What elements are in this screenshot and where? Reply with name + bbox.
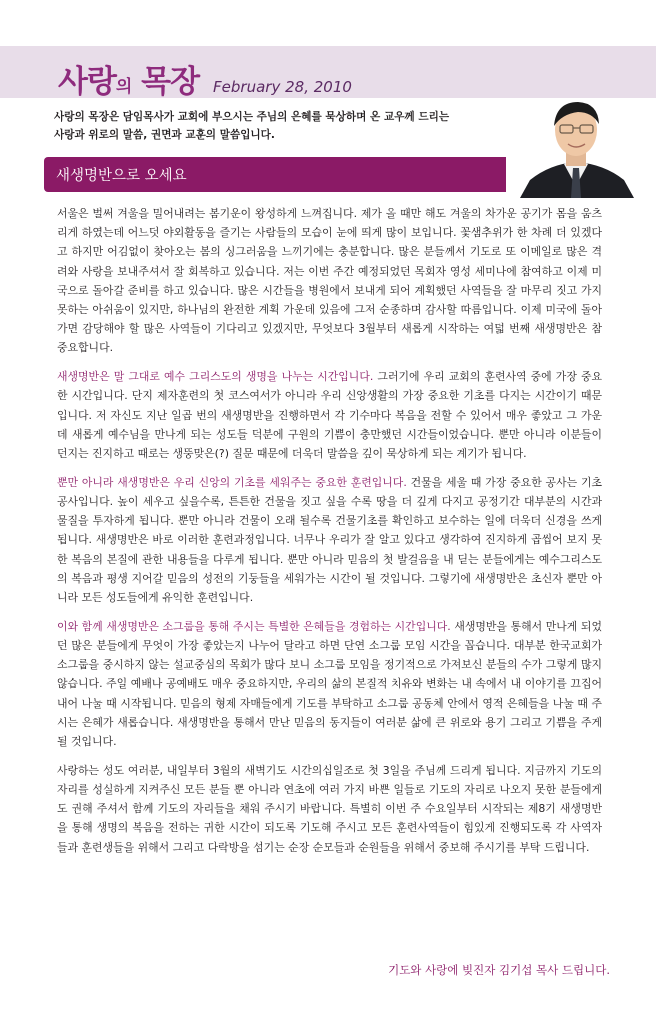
- paragraph-highlight: 새생명반은 말 그대로 예수 그리스도의 생명을 나누는 시간입니다.: [57, 370, 374, 384]
- paragraph-5: 사랑하는 성도 여러분, 내일부터 3월의 새벽기도 시간의십일조로 첫 3일을 주님께 드리게 됩니다. 지금까지 기도의 자리를 성실하게 지켜주신 모든 분들 뿐 아니라 연초에 여러 가지 바쁜 일들로 기도의 자리로 나오지 못한 분들에게도 권해 주셔서 함께 기도의 자리들을 채워 주시기 바랍니다. 특별히 이번 주 수요일부터 시작되는 제8기 새생명반을 통해 생명의 복음을 전하는 귀한 시간이 되도록 기도해 주시고 모든 훈련사역들이 힘있게 진행되도록 각 사역자들과 훈련생들을 위해서 그리고 다락방을 섬기는 순장 순모들과 순원들을 위해서 중보해 주시기를 부탁 드립니다.: [57, 763, 602, 854]
- pastor-portrait: [500, 98, 656, 198]
- paragraph-1: 서울은 벌써 겨울을 밀어내려는 봄기운이 왕성하게 느껴집니다. 제가 올 때만 해도 겨울의 차가운 공기가 몸을 움츠리게 하였는데 어느덧 야외활동을 즐기는 사람들의 모습이 눈에 띄게 많이 보입니다. 꽃샘추위가 한 차례 더 있겠다고 하지만 어김없이 찾아오는 봄의 싱그러움을 느끼기에는 충분합니다. 많은 분들께서 기도로 또 이메일로 많은 격려와 사랑을 보내주셔서 잘 회복하고 있습니다. 저는 이번 주간 예정되었던 목회자 영성 세미나에 참여하고 이제 미국으로 돌아갈 준비를 하고 있습니다. 많은 시간들을 병원에서 보내게 되어 계획했던 사역들을 잘 마무리 짓고 가지 못하는 아쉬움이 있지만, 하나님의 완전한 계획 가운데 있음에 그저 순종하며 감사할 따름입니다. 이제 미국에 돌아가면 감당해야 할 많은 사역들이 기다리고 있겠지만, 무엇보다 3월부터 새롭게 시작하는 여덟 번째 새생명반은 참 중요합니다.: [57, 207, 602, 355]
- paragraph-highlight: 뿐만 아니라 새생명반은 우리 신앙의 기초를 세워주는 중요한 훈련입니다.: [57, 475, 407, 489]
- title-text: 사랑의 목장: [58, 64, 200, 100]
- page-title: [58, 56, 352, 101]
- issue-date: February 28, 2010: [213, 78, 352, 96]
- intro-text: [54, 108, 504, 144]
- closing-signature: 기도와 사랑에 빚진자 김기섭 목사 드립니다.: [388, 963, 610, 977]
- intro-line-1: 사랑의 목장은 담임목사가 교회에 부으시는 주님의 은혜를 묵상하며 온 교우께 드리는: [54, 111, 450, 123]
- paragraph-4: 이와 함께 새생명반은 소그룹을 통해 주시는 특별한 은혜들을 경험하는 시간입니다. 새생명반을 통해서 만나게 되었던 많은 분들에게 무엇이 가장 좋았는지 나누어 달라고 하면 단연 소그룹 모임 시간을 꼽습니다. 대부분 한국교회가 소그룹을 중시하지 않는 설교중심의 목회가 많다 보니 소그룹 모임을 정기적으로 가져보신 분들의 수가 그렇게 많지 않습니다. 주일 예배나 공예배도 매우 중요하지만, 우리의 삶의 본질적 치유와 변화는 내 속에서 내 이야기를 끄집어 내어 나눌 때 시작됩니다. 믿음의 형제 자매들에게 기도를 부탁하고 소그룹 공동체 안에서 영적 은혜들을 나눌 때 주시는 은혜가 새롭습니다. 새생명반을 통해서 만난 믿음의 동지들이 여러분 삶에 큰 위로와 용기 그리고 기쁨을 주게 될 것입니다.: [57, 619, 602, 749]
- section-title: 새생명반으로 오세요: [56, 168, 187, 184]
- intro-line-2: 사랑과 위로의 말씀, 권면과 교훈의 말씀입니다.: [54, 129, 275, 141]
- letter-body: [57, 204, 602, 866]
- paragraph-highlight: 이와 함께 새생명반은 소그룹을 통해 주시는 특별한 은혜들을 경험하는 시간입니다.: [57, 619, 451, 633]
- paragraph-2: 새생명반은 말 그대로 예수 그리스도의 생명을 나누는 시간입니다. 그러기에 우리 교회의 훈련사역 중에 가장 중요한 시간입니다. 단지 제자훈련의 첫 코스여서가 아니라 우리 신앙생활의 가장 중요한 기초를 다지는 시간이기 때문입니다. 저 자신도 지난 일곱 번의 새생명반을 진행하면서 각 기수마다 복음을 전할 수 있어서 매우 좋았고 그 가운데 새롭게 예수님을 만나게 되는 성도들 덕분에 구원의 기쁨이 충만했던 시간들이었습니다. 뿐만 아니라 이분들이 던지는 진지하고 때로는 생뚱맞은(?) 질문 때문에 더욱더 말씀을 깊이 묵상하게 되는 계기가 됩니다.: [57, 370, 602, 461]
- section-title-bar: [44, 157, 506, 192]
- paragraph-3: 뿐만 아니라 새생명반은 우리 신앙의 기초를 세워주는 중요한 훈련입니다. 건물을 세울 때 가장 중요한 공사는 기초공사입니다. 높이 세우고 싶을수록, 튼튼한 건물을 짓고 싶을 수록 땅을 더 깊게 다지고 공정기간 대부분의 시간과 물질을 투자하게 됩니다. 뿐만 아니라 건물이 오래 될수록 건물기초를 확인하고 보수하는 일에 더욱더 신경을 쓰게 됩니다. 새생명반은 바로 이러한 훈련과정입니다. 너무나 우리가 잘 알고 있다고 생각하여 진지하게 곱씹어 보지 못한 복음의 본질에 관한 내용들을 다루게 됩니다. 뿐만 아니라 믿음의 첫 발걸음을 내 딛는 분들에게는 예수그리스도의 복음과 평생 지어갈 믿음의 성전의 기둥들을 세워가는 시간이 될 것입니다. 그렇기에 새생명반은 초신자 뿐만 아니라 모든 성도들에게 유익한 훈련입니다.: [57, 475, 602, 605]
